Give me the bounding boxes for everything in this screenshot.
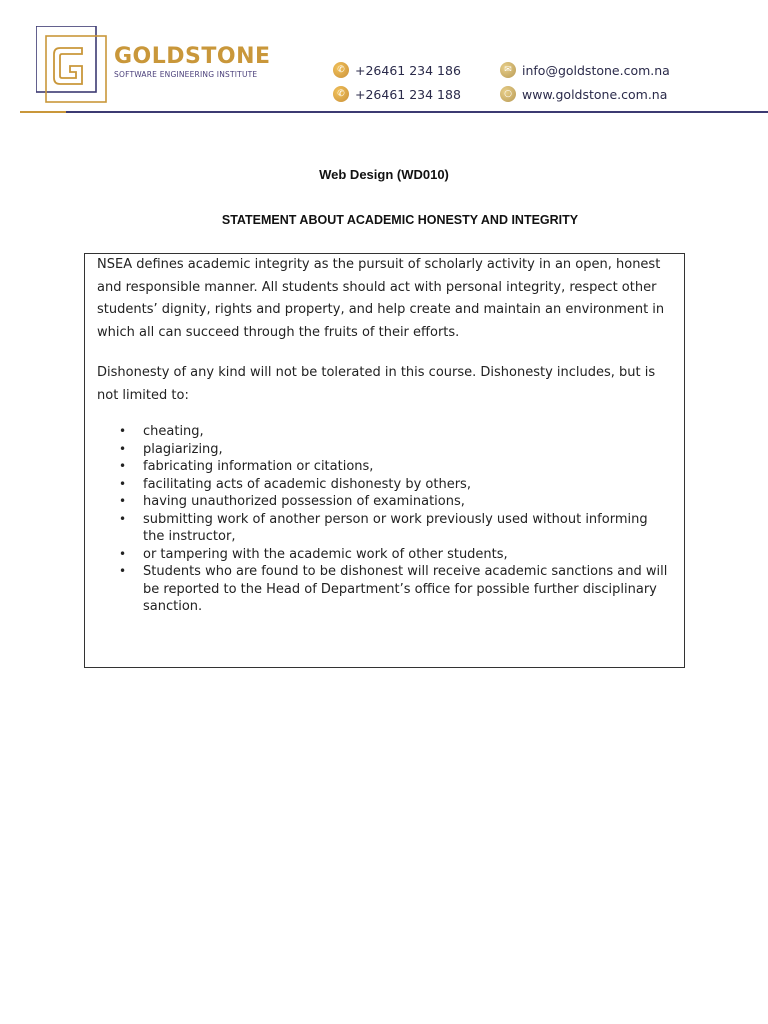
- course-title: Web Design (WD010): [319, 167, 449, 182]
- phone-number-1: +26461 234 186: [355, 62, 461, 78]
- phone-contact-1: [333, 62, 461, 78]
- website-contact[interactable]: [500, 86, 667, 102]
- phone-contact-2: [333, 86, 461, 102]
- brand-subtitle: SOFTWARE ENGINEERING INSTITUTE: [114, 70, 258, 79]
- email-address[interactable]: info@goldstone.com.na: [522, 62, 670, 78]
- bullet-symbol: •: [119, 494, 127, 508]
- bullet-symbol: •: [119, 424, 127, 438]
- statement-box: [84, 253, 685, 668]
- bullet-symbol: •: [119, 564, 127, 578]
- goldstone-logo: [36, 26, 108, 106]
- statement-title: STATEMENT ABOUT ACADEMIC HONESTY AND INTEGRITY: [221, 213, 579, 227]
- list-item: • having unauthorized possession of examinations,: [119, 494, 465, 509]
- phone-number-2: +26461 234 188: [355, 86, 461, 102]
- bullet-symbol: •: [119, 441, 127, 456]
- dishonesty-list: [97, 423, 672, 616]
- website-url[interactable]: www.goldstone.com.na: [522, 86, 668, 102]
- list-item: • cheating,: [119, 424, 204, 439]
- bullet-symbol: •: [119, 546, 127, 561]
- list-item: • plagiarizing,: [119, 441, 223, 457]
- email-icon: ✉: [500, 62, 516, 78]
- bullet-symbol: •: [119, 476, 127, 491]
- bullet-symbol: •: [119, 459, 127, 473]
- header-divider-navy: [66, 111, 768, 113]
- header-divider-gold: [20, 111, 66, 113]
- phone-icon: ✆: [333, 86, 349, 102]
- list-item: • facilitating acts of academic dishonesty by others,: [119, 476, 471, 492]
- integrity-definition-paragraph: NSEA defines academic integrity as the pursuit of scholarly activity in an open, honest and responsible manner. All students should act with personal integrity, respect other students’ dignity, rights and property, and help create and maintain an environment in which all can succeed through the fruits of their efforts.: [97, 257, 665, 340]
- email-contact[interactable]: [500, 62, 670, 78]
- list-item: • submitting work of another person or work previously used without informing the instructor,: [119, 511, 648, 544]
- phone-icon: ✆: [333, 62, 349, 78]
- list-item: • Students who are found to be dishonest will receive academic sanctions and will be reported to the Head of Department’s office for possible further disciplinary sanction.: [119, 564, 668, 614]
- dishonesty-paragraph: Dishonesty of any kind will not be tolerated in this course. Dishonesty includes, but is not limited to:: [97, 365, 656, 403]
- brand-name: GOLDSTONE: [114, 44, 271, 69]
- list-item: • or tampering with the academic work of other students,: [119, 546, 508, 562]
- list-item: • fabricating information or citations,: [119, 459, 374, 474]
- globe-icon: ○: [500, 86, 516, 102]
- bullet-symbol: •: [119, 511, 127, 526]
